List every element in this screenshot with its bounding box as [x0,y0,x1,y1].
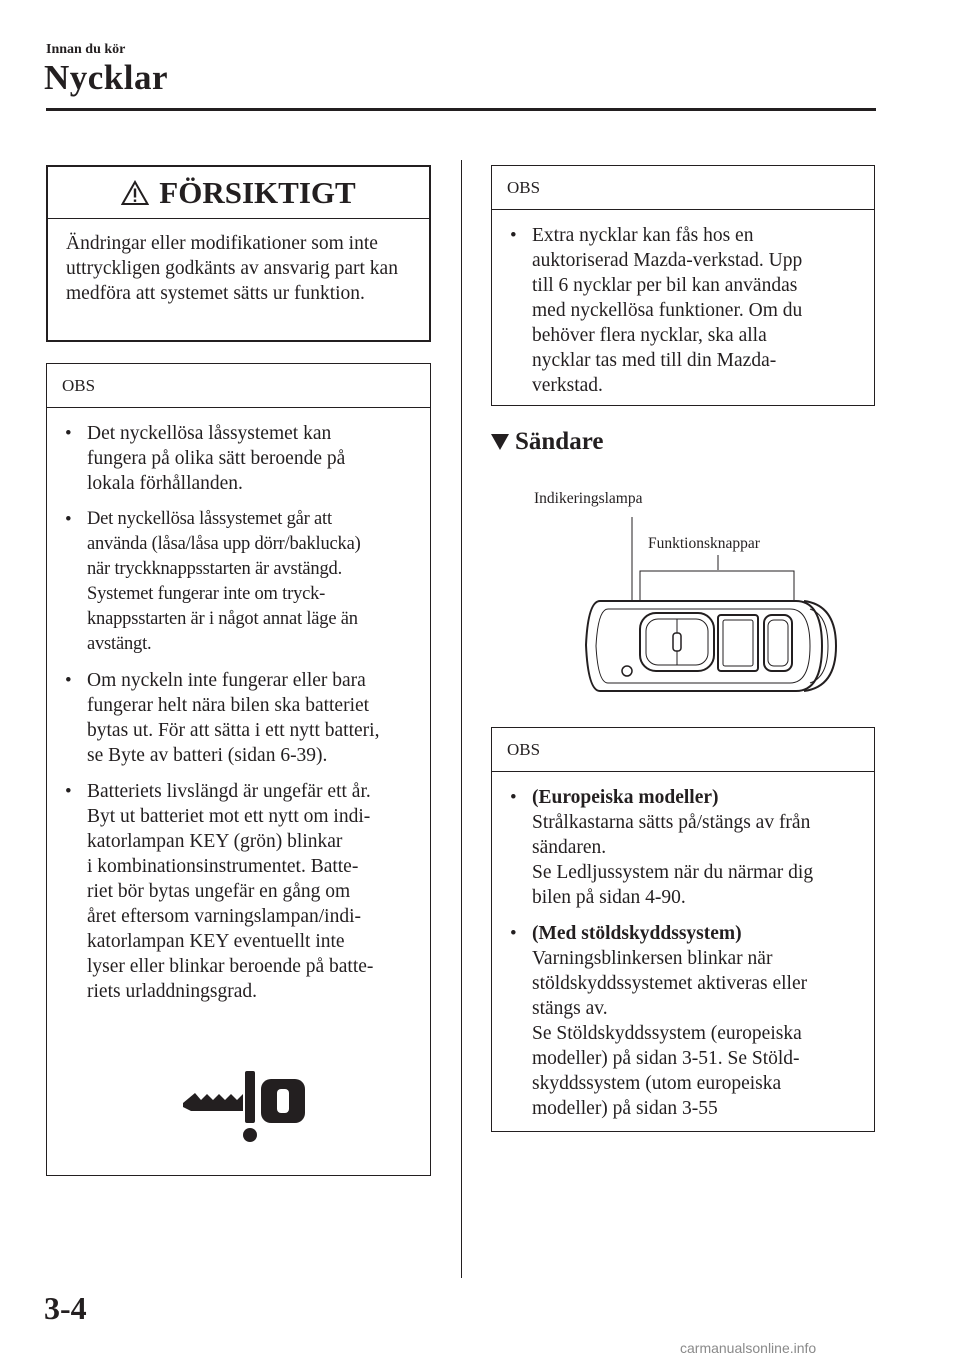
list-item: • Om nyckeln inte fungerar eller bara fungerar helt nära bilen ska batteriet bytas ut. För att sätta i ett nytt batteri, se Byte av batteri (sidan 6-39). [65,670,380,766]
list-item: • (Med stöldskyddssystem) Varningsblinkersen blinkar när stöldskyddssystemet aktiveras eller stängs av. Se Stöldskyddssystem (europeiska modeller) på sidan 3-51. Se Stöld- skyddssystem (utom europeiska modeller) på sidan 3-55 [510,923,808,1119]
list-item: • Det nyckellösa låssystemet går att använda (låsa/låsa upp dörr/baklucka) när tryckknappsstarten är avstängd. Systemet fungerar inte om tryck- knappsstarten är i något annat läge än avstängt. [65,509,361,654]
title-rule [46,108,876,111]
caution-text: Ändringar eller modifikationer som inte uttryckligen godkänts av ansvarig part kan medföra att systemet sätts ur funktion. [66,233,398,304]
note-heading: OBS [492,728,874,772]
section-label: Innan du kör [46,42,126,57]
note-box-keyless [46,363,431,1176]
caution-heading: FÖRSIKTIGT [159,174,356,210]
key-warning-icon [181,1067,309,1147]
list-item: • Extra nycklar kan fås hos en auktoriserad Mazda-verkstad. Upp till 6 nycklar per bil kan användas med nyckellösa funktioner. Om du behöver flera nycklar, ska alla nycklar tas med till din Mazda- verkstad. [510,225,803,396]
page-title: Nycklar [44,58,169,97]
caution-box [46,165,431,342]
label-indicator-lamp: Indikeringslampa [534,490,643,507]
label-function-buttons: Funktionsknappar [648,535,760,552]
warning-triangle-icon [121,180,149,206]
note-heading: OBS [492,166,874,210]
note-heading: OBS [47,364,430,408]
column-divider [461,160,462,1278]
note-box-extra-keys [491,165,875,406]
list-item: • Det nyckellösa låssystemet kan fungera på olika sätt beroende på lokala förhållanden. [65,423,346,494]
note-box-transmitter [491,727,875,1132]
key-fob-diagram [560,505,860,705]
page-number: 3-4 [44,1290,87,1326]
list-item: • (Europeiska modeller) Strålkastarna sätts på/stängs av från sändaren. Se Ledljussystem när du närmar dig bilen på sidan 4-90. [510,787,814,908]
caution-header [48,167,429,219]
list-item: • Batteriets livslängd är ungefär ett år. Byt ut batteriet mot ett nytt om indi- katorlampan KEY (grön) blinkar i kombinationsinstrumentet. Batte- riet bör bytas ungefär en gång om året eftersom varningslampan/indi- katorlampan KEY eventuellt inte lyser eller blinkar beroende på batte- riets urladdningsgrad. [65,781,374,1002]
triangle-marker-icon [491,434,509,450]
watermark: carmanualsonline.info [680,1340,817,1356]
subheading-transmitter: Sändare [491,428,603,456]
